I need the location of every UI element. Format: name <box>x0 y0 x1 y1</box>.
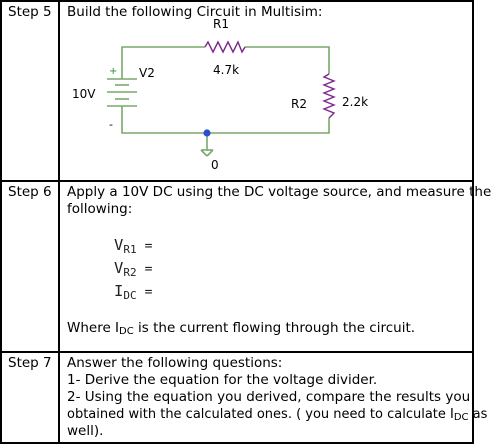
measurement-subscript: R1 <box>123 243 137 256</box>
r2-value-label: 2.2k <box>342 95 369 109</box>
step-7-line-4 <box>67 406 487 424</box>
table-border-left <box>0 0 2 444</box>
step-7-line-3: 2- Using the equation you derived, compare the results you <box>67 389 471 405</box>
step-7-line-1: Answer the following questions: <box>67 355 283 371</box>
measurement-subscript: R2 <box>123 266 137 279</box>
measurement-equals: = <box>144 239 153 254</box>
r2-name-label: R2 <box>291 97 307 111</box>
step-7-line-5: well). <box>67 423 104 439</box>
r1-name-label: R1 <box>213 17 229 31</box>
step-7-line-2: 1- Derive the equation for the voltage divider. <box>67 372 378 388</box>
step-6-note <box>67 320 415 338</box>
resistor-r2 <box>324 74 334 118</box>
v2-name-label: V2 <box>139 66 155 80</box>
step-5-title: Build the following Circuit in Multisim: <box>67 4 323 20</box>
step-6-line-1: Apply a 10V DC using the DC voltage source, and measure the <box>67 184 491 200</box>
circuit-diagram <box>60 17 369 178</box>
note-subscript: DC <box>119 326 134 337</box>
table-row-divider <box>0 180 474 182</box>
measurement-equals: = <box>144 285 153 300</box>
step-6-line-2: following: <box>67 201 133 217</box>
note-text: is the current flowing through the circuit. <box>133 320 416 336</box>
measurement-subscript: DC <box>123 289 137 302</box>
line-text: obtained with the calculated ones. ( you need to calculate I <box>67 407 454 422</box>
measurement-symbol: V <box>114 236 124 254</box>
battery-v2 <box>107 79 137 106</box>
measurement-symbol: I <box>114 282 124 300</box>
v2-plus-sign: + <box>109 66 118 77</box>
step-7-label: Step 7 <box>8 355 52 371</box>
step-5-label: Step 5 <box>8 4 52 20</box>
note-text: Where I <box>67 320 120 336</box>
v2-value-label: 10V <box>72 87 96 101</box>
line-text: as <box>468 407 488 422</box>
table-border-top <box>0 0 474 2</box>
measurement-vr1 <box>114 236 152 256</box>
table-row-divider <box>0 351 474 353</box>
table-border-right <box>472 0 474 444</box>
ground-node-dot <box>203 129 210 136</box>
v2-minus-sign: - <box>109 118 113 131</box>
measurement-equals: = <box>144 262 153 277</box>
resistor-r1 <box>205 42 245 52</box>
step-6-label: Step 6 <box>8 184 52 200</box>
measurement-symbol: V <box>114 259 124 277</box>
r1-value-label: 4.7k <box>213 63 240 77</box>
ground-icon <box>201 150 213 156</box>
measurement-idc <box>114 282 152 302</box>
ground-label: 0 <box>211 158 219 172</box>
measurement-vr2 <box>114 259 152 279</box>
line-subscript: DC <box>453 412 469 423</box>
